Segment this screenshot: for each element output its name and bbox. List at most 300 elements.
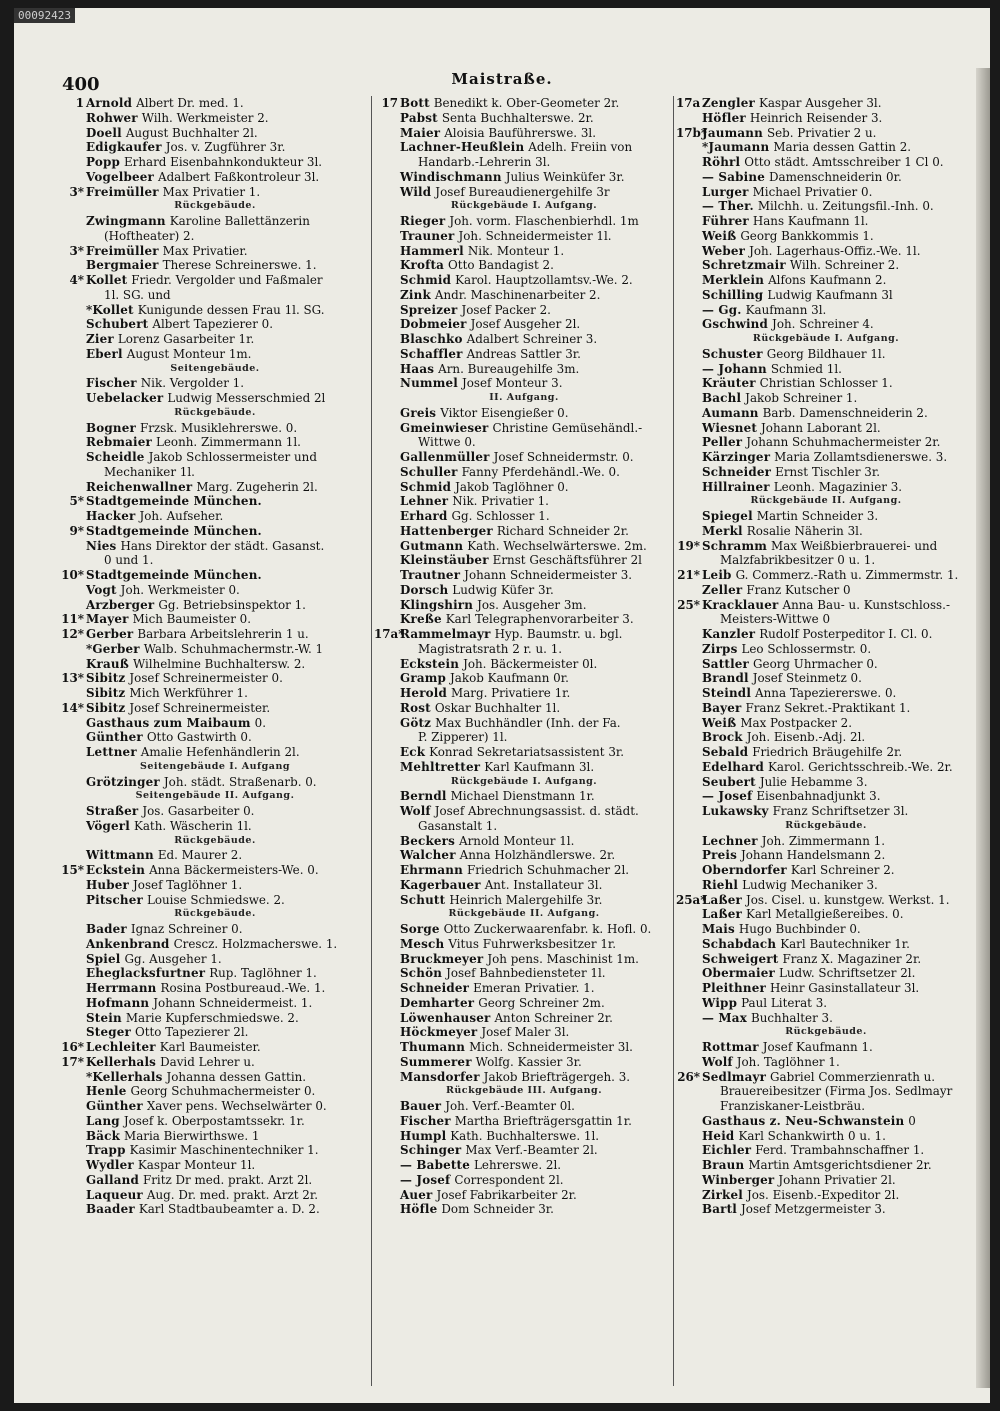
resident-surname: Zirkel <box>702 1187 743 1202</box>
resident-details: Heinr Gasinstallateur 3l. <box>769 981 920 995</box>
resident-entry <box>60 775 370 790</box>
resident-details: Michael Privatier 0. <box>752 184 873 199</box>
resident-entry <box>676 686 976 701</box>
scan-id: 00092423 <box>14 8 75 23</box>
resident-surname: Preis <box>702 848 737 863</box>
resident-surname: Bogner <box>86 420 136 435</box>
resident-entry <box>676 966 976 981</box>
resident-entry <box>676 126 976 141</box>
resident-entry <box>676 111 976 126</box>
resident-surname: Kagerbauer <box>400 877 481 892</box>
resident-surname: Schmid <box>400 273 452 287</box>
resident-surname: — Babette <box>400 1158 471 1172</box>
resident-entry <box>60 332 370 347</box>
resident-surname: Peller <box>702 435 743 450</box>
resident-details: Kaspar Monteur 1l. <box>137 1158 256 1172</box>
resident-surname: Wolf <box>702 1054 733 1069</box>
resident-surname: Rohwer <box>86 110 138 125</box>
resident-entry <box>374 244 674 259</box>
resident-surname: Wydler <box>86 1158 134 1172</box>
resident-details: Otto Bandagist 2. <box>448 258 554 273</box>
resident-entry <box>676 376 976 391</box>
resident-surname: Trautner <box>400 568 461 582</box>
resident-details: Leonh. Magazinier 3. <box>773 479 903 494</box>
resident-details: Karl Bautechniker 1r. <box>780 936 910 951</box>
resident-surname: Stein <box>86 1010 122 1025</box>
resident-details: Nik. Privatier 1. <box>452 494 549 509</box>
resident-surname: Braun <box>702 1158 745 1172</box>
resident-surname: Huber <box>86 877 130 892</box>
resident-details: Josef Maler 3l. <box>481 1025 570 1040</box>
resident-details: Karl Schankwirth 0 u. 1. <box>738 1128 886 1143</box>
house-number: 9* <box>69 523 84 538</box>
house-number: 15* <box>61 863 84 877</box>
next-page-edge <box>976 68 990 1388</box>
resident-surname: Kräuter <box>702 376 756 391</box>
resident-entry <box>374 701 674 716</box>
resident-details: Erhard Eisenbahnkondukteur 3l. <box>123 155 323 169</box>
resident-surname: Zink <box>400 287 431 302</box>
resident-details: Franz X. Magaziner 2r. <box>782 951 922 966</box>
resident-surname: Hofmann <box>86 995 150 1010</box>
resident-details: Julius Weinküfer 3r. <box>505 169 625 184</box>
resident-details: Maria dessen Gattin 2. <box>773 140 912 155</box>
resident-details: Anna Holzhändlerswe. 2r. <box>459 848 616 863</box>
resident-details: Joh. städt. Straßenarb. 0. <box>163 774 317 789</box>
resident-surname: Laßer <box>702 907 742 922</box>
resident-surname: *Jaumann <box>702 140 770 155</box>
entry-continuation: Malzfabrikbesitzer 0 u. 1. <box>720 553 876 568</box>
resident-details: Ignaz Schreiner 0. <box>130 922 243 936</box>
resident-entry <box>374 362 674 377</box>
resident-surname: Schinger <box>400 1143 462 1158</box>
resident-entry <box>676 642 976 657</box>
resident-surname: Zengler <box>702 96 755 110</box>
resident-entry <box>676 952 976 967</box>
resident-surname: Dorsch <box>400 582 449 597</box>
resident-surname: Götz <box>400 715 432 730</box>
resident-details: Michael Dienstmann 1r. <box>450 789 595 804</box>
resident-entry <box>676 878 976 893</box>
resident-details: Frzsk. Musiklehrerswe. 0. <box>139 420 298 435</box>
resident-surname: Bergmaier <box>86 258 159 273</box>
resident-details: Buchhalter 3. <box>751 1010 833 1025</box>
resident-surname: Weiß <box>702 228 737 243</box>
resident-entry <box>374 937 674 952</box>
resident-details: Max Buchhändler (Inh. der Fa. <box>435 715 621 730</box>
resident-entry <box>374 126 674 141</box>
resident-surname: Schön <box>400 966 443 981</box>
resident-details: Dom Schneider 3r. <box>441 1202 554 1217</box>
resident-surname: Pabst <box>400 110 438 125</box>
resident-surname: Lechleiter <box>86 1040 156 1054</box>
resident-surname: Seubert <box>702 774 756 789</box>
resident-entry <box>676 1070 976 1085</box>
resident-entry <box>676 598 976 613</box>
resident-surname: Zier <box>86 332 114 346</box>
resident-entry <box>676 524 976 539</box>
resident-entry <box>676 480 976 495</box>
entry-continuation: 0 und 1. <box>104 553 154 568</box>
resident-entry <box>676 1129 976 1144</box>
resident-entry <box>60 893 370 908</box>
resident-entry <box>60 376 370 391</box>
resident-details: Joh pens. Maschinist 1m. <box>487 951 639 966</box>
house-number: 3* <box>69 243 84 258</box>
entry-continuation: 1l. SG. und <box>104 287 171 302</box>
entry-continuation: Brauereibesitzer (Firma Jos. Sedlmayr <box>720 1084 953 1099</box>
column-3 <box>676 96 976 1217</box>
resident-details: Ludw. Schriftsetzer 2l. <box>778 966 916 981</box>
resident-details: Anna Tapeziererswe. 0. <box>755 686 897 700</box>
resident-entry <box>676 583 976 598</box>
resident-surname: Zeller <box>702 582 743 597</box>
resident-entry <box>60 96 370 111</box>
resident-entry <box>374 598 674 613</box>
resident-entry <box>676 362 976 377</box>
resident-surname: Humpl <box>400 1128 447 1143</box>
resident-entry <box>374 922 674 937</box>
resident-surname: Thumann <box>400 1040 466 1054</box>
resident-details: Josef Bahnbediensteter 1l. <box>446 966 606 981</box>
resident-details: Fritz Dr med. prakt. Arzt 2l. <box>142 1172 313 1187</box>
resident-details: Karl Schreiner 2. <box>790 863 895 877</box>
resident-details: Leonh. Zimmermann 1l. <box>156 435 301 450</box>
resident-entry <box>374 878 674 893</box>
resident-entry <box>374 524 674 539</box>
resident-details: Aloisia Bauführerswe. 3l. <box>444 125 596 140</box>
resident-details: Josef Fabrikarbeiter 2r. <box>436 1187 577 1202</box>
building-section-heading: Rückgebäude. <box>174 834 256 846</box>
resident-details: Josef Schreinermeister 0. <box>129 671 283 686</box>
resident-entry <box>676 1055 976 1070</box>
resident-entry <box>60 848 370 863</box>
resident-entry <box>60 937 370 952</box>
resident-surname: Aumann <box>702 405 759 420</box>
resident-surname: Stadtgemeinde München. <box>86 568 262 582</box>
resident-entry <box>374 568 674 583</box>
resident-surname: Jaumann <box>702 125 763 140</box>
resident-entry <box>676 996 976 1011</box>
resident-surname: Schneider <box>400 981 470 995</box>
resident-entry <box>676 1143 976 1158</box>
resident-details: Nik. Monteur 1. <box>467 243 565 258</box>
resident-surname: Scheidle <box>86 450 145 464</box>
resident-surname: Blaschko <box>400 332 463 346</box>
resident-entry <box>374 421 674 436</box>
resident-surname: Eberl <box>86 346 123 361</box>
resident-entry <box>374 981 674 996</box>
resident-entry <box>676 789 976 804</box>
resident-entry <box>60 966 370 981</box>
resident-surname: Ankenbrand <box>86 936 170 951</box>
resident-entry <box>60 421 370 436</box>
building-section-heading: Seitengebäude I. Aufgang <box>139 760 290 772</box>
resident-details: Rup. Taglöhner 1. <box>209 966 317 981</box>
resident-surname: Rammelmayr <box>400 627 491 641</box>
resident-details: Seb. Privatier 2 u. <box>766 125 877 140</box>
resident-surname: Popp <box>86 155 120 169</box>
resident-details: Georg Uhrmacher 0. <box>753 656 878 671</box>
resident-entry <box>60 981 370 996</box>
resident-surname: — Ther. <box>702 199 754 214</box>
resident-details: Aug. Dr. med. prakt. Arzt 2r. <box>146 1187 319 1202</box>
resident-entry <box>60 244 370 259</box>
resident-details: Andreas Sattler 3r. <box>466 346 581 361</box>
resident-details: Vitus Fuhrwerksbesitzer 1r. <box>448 936 617 951</box>
resident-surname: Mesch <box>400 936 445 951</box>
resident-entry <box>676 671 976 686</box>
resident-surname: Hammerl <box>400 243 464 258</box>
resident-details: Karol. Gerichtsschreib.-We. 2r. <box>768 759 953 774</box>
resident-details: Franz Sekret.-Praktikant 1. <box>745 700 911 715</box>
resident-entry <box>60 642 370 657</box>
building-section-heading: Rückgebäude. <box>785 1026 867 1038</box>
resident-details: Franz Schriftsetzer 3l. <box>772 804 909 818</box>
entry-continuation: Franziskaner-Leistbräu. <box>720 1099 865 1113</box>
resident-surname: Günther <box>86 1099 143 1113</box>
directory-page <box>14 8 990 1403</box>
resident-entry <box>676 1011 976 1026</box>
resident-details: Arnold Monteur 1l. <box>459 833 575 848</box>
resident-details: Hans Direktor der städt. Gasanst. <box>120 538 325 553</box>
resident-entry <box>60 1025 370 1040</box>
entry-continuation: Gasanstalt 1. <box>418 818 498 833</box>
resident-details: Jos. Eisenb.-Expeditor 2l. <box>746 1187 900 1202</box>
resident-details: Marg. Zugeherin 2l. <box>196 479 318 494</box>
resident-entry <box>676 1040 976 1055</box>
resident-entry <box>374 273 674 288</box>
resident-entry <box>60 612 370 627</box>
resident-details: August Monteur 1m. <box>126 346 252 361</box>
resident-entry <box>60 494 370 509</box>
resident-surname: Bruckmeyer <box>400 951 484 966</box>
house-number: 21* <box>677 568 700 582</box>
resident-details: Albert Tapezierer 0. <box>152 317 274 332</box>
resident-entry <box>374 834 674 849</box>
resident-entry <box>676 1202 976 1217</box>
resident-surname: — Josef <box>400 1172 451 1187</box>
resident-details: Jakob Taglöhner 0. <box>455 479 569 494</box>
resident-surname: Röhrl <box>702 155 741 169</box>
resident-surname: Kärzinger <box>702 450 771 464</box>
house-number: 26* <box>677 1069 700 1084</box>
resident-entry <box>60 509 370 524</box>
resident-entry <box>676 716 976 731</box>
resident-details: Ferd. Trambahnschaffner 1. <box>755 1143 925 1158</box>
resident-surname: Merklein <box>702 273 765 287</box>
resident-details: Josef Kaufmann 1. <box>762 1040 873 1054</box>
resident-entry <box>676 303 976 318</box>
resident-surname: Schramm <box>702 538 768 553</box>
resident-details: Lorenz Gasarbeiter 1r. <box>117 332 255 346</box>
resident-entry <box>374 288 674 303</box>
building-section-heading: Rückgebäude I. Aufgang. <box>450 200 598 212</box>
resident-surname: Nies <box>86 538 117 553</box>
resident-details: Walb. Schuhmachermstr.-W. 1 <box>143 641 324 656</box>
resident-details: Oskar Buchhalter 1l. <box>434 700 561 715</box>
resident-entry <box>60 922 370 937</box>
building-section-heading: Seitengebäude. <box>170 362 260 374</box>
resident-details: Ludwig Kaufmann 3l <box>767 287 893 302</box>
building-section-heading: Rückgebäude. <box>174 200 256 212</box>
resident-details: Joh. Schneidermeister 1l. <box>458 228 612 243</box>
resident-surname: Sibitz <box>86 686 126 700</box>
resident-entry <box>374 509 674 524</box>
resident-entry <box>676 848 976 863</box>
resident-details: Friedr. Vergolder und Faßmaler <box>131 273 323 287</box>
resident-entry <box>374 376 674 391</box>
resident-details: Amalie Hefenhändlerin 2l. <box>140 745 300 759</box>
resident-surname: *Kollet <box>86 302 134 317</box>
resident-entry <box>374 185 674 200</box>
resident-entry <box>374 229 674 244</box>
resident-entry <box>60 317 370 332</box>
resident-details: Max Privatier 1. <box>162 184 261 199</box>
resident-surname: Spiel <box>86 951 121 966</box>
resident-surname: Schutt <box>400 892 446 907</box>
resident-details: Correspondent 2l. <box>454 1172 564 1187</box>
resident-surname: Brock <box>702 730 743 745</box>
resident-details: David Lehrer u. <box>160 1054 255 1069</box>
resident-details: Joh. Aufseher. <box>139 509 224 523</box>
resident-entry <box>374 745 674 760</box>
resident-entry <box>60 819 370 834</box>
resident-entry <box>676 170 976 185</box>
resident-entry <box>374 258 674 273</box>
resident-surname: Gasthaus z. Neu-Schwanstein <box>702 1113 905 1128</box>
resident-entry <box>60 435 370 450</box>
resident-details: Damenschneiderin 0r. <box>768 169 902 184</box>
resident-details: Josef Metzgermeister 3. <box>741 1202 886 1217</box>
resident-entry <box>60 524 370 539</box>
resident-surname: Weiß <box>702 715 737 730</box>
resident-entry <box>60 878 370 893</box>
resident-entry <box>374 671 674 686</box>
house-number: 25a* <box>676 892 707 907</box>
resident-details: Therese Schreinerswe. 1. <box>162 258 317 273</box>
resident-details: Ludwig Küfer 3r. <box>452 582 554 597</box>
resident-surname: Bott <box>400 96 430 110</box>
resident-surname: Trapp <box>86 1143 126 1158</box>
resident-entry <box>60 1070 370 1085</box>
resident-details: Karl Kaufmann 3l. <box>484 759 595 774</box>
resident-details: Jos. Gasarbeiter 0. <box>142 804 255 818</box>
resident-surname: Schretzmair <box>702 258 786 273</box>
resident-details: Adalbert Faßkontroleur 3l. <box>157 169 320 184</box>
resident-details: Arn. Bureaugehilfe 3m. <box>438 361 580 376</box>
resident-details: Ed. Maurer 2. <box>157 848 243 863</box>
resident-surname: Freimüller <box>86 184 159 199</box>
resident-entry <box>374 1011 674 1026</box>
resident-surname: Klingshirn <box>400 597 474 612</box>
resident-details: Johann Schuhmachermeister 2r. <box>746 435 941 450</box>
resident-entry <box>676 1114 976 1129</box>
resident-details: Joh. Bäckermeister 0l. <box>463 656 598 671</box>
resident-entry <box>60 1173 370 1188</box>
resident-details: Josef Ausgeher 2l. <box>470 317 581 332</box>
resident-details: Rosina Postbureaud.-We. 1. <box>160 981 326 995</box>
resident-details: Josef Abrechnungsassist. d. städt. <box>434 804 639 818</box>
resident-entry <box>676 435 976 450</box>
entry-continuation: Handarb.-Lehrerin 3l. <box>418 155 551 169</box>
resident-details: Karl Telegraphenvorarbeiter 3. <box>445 612 634 627</box>
entry-continuation: Wittwe 0. <box>418 435 476 450</box>
resident-surname: Rost <box>400 700 431 715</box>
resident-details: Jos. Ausgeher 3m. <box>477 597 587 612</box>
resident-entry <box>374 465 674 480</box>
resident-details: Max Verf.-Beamter 2l. <box>465 1143 598 1158</box>
resident-surname: Lettner <box>86 745 137 759</box>
resident-details: Johann Schneidermeist. 1. <box>153 995 313 1010</box>
resident-entry <box>676 421 976 436</box>
resident-surname: Vogt <box>86 582 117 597</box>
resident-details: Jakob Kaufmann 0r. <box>450 671 569 686</box>
resident-surname: Galland <box>86 1172 139 1187</box>
resident-surname: Führer <box>702 214 749 228</box>
resident-surname: — Sabine <box>702 169 765 184</box>
resident-entry <box>374 214 674 229</box>
resident-entry <box>676 922 976 937</box>
resident-details: Rudolf Posterpeditor I. Cl. 0. <box>759 627 933 641</box>
resident-entry <box>676 258 976 273</box>
resident-entry <box>60 214 370 229</box>
resident-details: Josef Packer 2. <box>461 302 551 317</box>
resident-entry <box>60 185 370 200</box>
resident-entry <box>60 258 370 273</box>
resident-details: Anton Schreiner 2r. <box>494 1010 613 1025</box>
resident-entry <box>676 199 976 214</box>
resident-entry <box>60 701 370 716</box>
resident-details: Karl Stadtbaubeamter a. D. 2. <box>138 1202 320 1217</box>
resident-surname: Bader <box>86 922 127 936</box>
resident-surname: Edigkaufer <box>86 140 162 155</box>
resident-details: Christine Gemüsehändl.- <box>492 420 643 435</box>
resident-entry <box>60 1143 370 1158</box>
house-number: 17a <box>676 96 701 110</box>
resident-details: Heinrich Reisender 3. <box>749 110 883 125</box>
resident-surname: Winberger <box>702 1172 775 1187</box>
resident-entry <box>676 775 976 790</box>
resident-entry <box>60 804 370 819</box>
resident-surname: Schuster <box>702 346 763 361</box>
resident-details: Gabriel Commerzienrath u. <box>770 1069 936 1084</box>
resident-entry <box>374 1173 674 1188</box>
resident-entry <box>676 760 976 775</box>
resident-entry <box>374 170 674 185</box>
resident-entry <box>374 96 674 111</box>
resident-details: Heinrich Malergehilfe 3r. <box>449 892 603 907</box>
resident-surname: Bauer <box>400 1099 442 1113</box>
resident-surname: Hattenberger <box>400 523 493 538</box>
resident-entry <box>676 937 976 952</box>
resident-surname: Spreizer <box>400 302 458 317</box>
resident-details: Richard Schneider 2r. <box>496 523 629 538</box>
resident-surname: Gerber <box>86 627 134 641</box>
resident-entry <box>374 111 674 126</box>
resident-surname: Kellerhals <box>86 1054 157 1069</box>
resident-surname: Trauner <box>400 228 455 243</box>
resident-surname: Gschwind <box>702 317 769 332</box>
resident-details: Julie Hebamme 3. <box>759 774 868 789</box>
resident-surname: Fischer <box>86 376 137 391</box>
resident-details: Hans Kaufmann 1l. <box>752 214 869 228</box>
resident-details: Kath. Wäscherin 1l. <box>133 818 252 833</box>
resident-entry <box>374 952 674 967</box>
resident-surname: Reichenwallner <box>86 479 193 494</box>
house-number: 10* <box>61 568 84 582</box>
resident-details: Johanna dessen Gattin. <box>166 1069 307 1084</box>
